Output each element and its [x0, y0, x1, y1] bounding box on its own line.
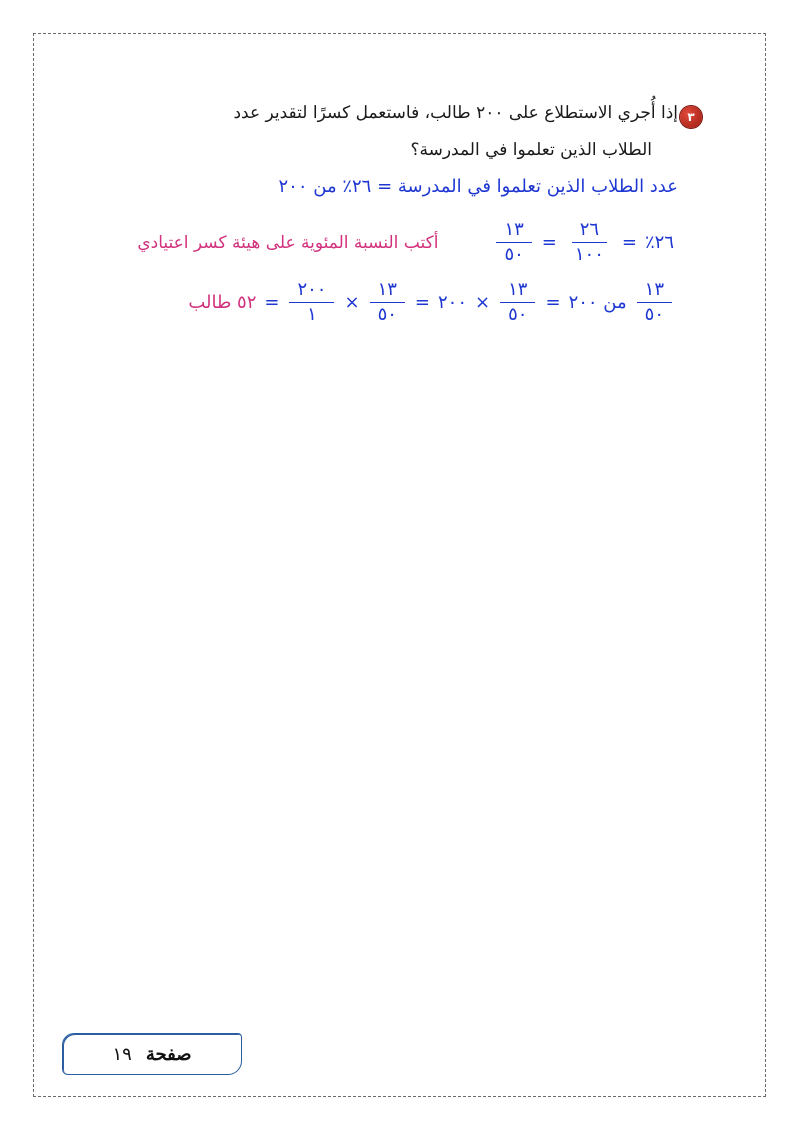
- fraction-denominator: ٥٠: [508, 304, 528, 325]
- fraction-13-50: [370, 280, 405, 325]
- fraction-200-1: [289, 280, 334, 325]
- fraction-numerator: ١٣: [496, 220, 531, 243]
- percent-value: ٢٦٪: [644, 232, 674, 253]
- page-word: صفحة: [145, 1043, 192, 1065]
- fraction-13-50: [500, 280, 535, 325]
- fraction-26-100: [567, 220, 612, 265]
- fraction-denominator: ١: [307, 304, 317, 325]
- equals-sign: =: [264, 292, 280, 313]
- times-sign: ×: [344, 292, 360, 313]
- equals-sign: =: [621, 232, 637, 253]
- equals-sign: =: [541, 232, 557, 253]
- times-sign: ×: [475, 292, 491, 313]
- fraction-13-50: [496, 220, 531, 265]
- question-line-1: إذا أُجري الاستطلاع على ٢٠٠ طالب، فاستعمل كسرًا لتقدير عدد: [233, 103, 678, 123]
- equation-row-2: [184, 280, 678, 325]
- fraction-denominator: ٥٠: [377, 304, 397, 325]
- fraction-numerator: ١٣: [500, 280, 535, 303]
- result-text: ٥٢ طالب: [188, 292, 257, 313]
- fraction-numerator: ١٣: [370, 280, 405, 303]
- equation-row-1: [137, 220, 678, 265]
- question-number-badge: [680, 106, 702, 128]
- fraction-numerator: ٢٠٠: [289, 280, 334, 303]
- fraction-denominator: ٥٠: [644, 304, 664, 325]
- fraction-numerator: ٢٦: [572, 220, 607, 243]
- fraction-numerator: ١٣: [637, 280, 672, 303]
- fraction-denominator: ١٠٠: [574, 244, 604, 265]
- note-text: أكتب النسبة المئوية على هيئة كسر اعتيادي: [137, 232, 439, 253]
- question-number: ٣: [687, 110, 695, 124]
- of-200-text: من ٢٠٠: [568, 292, 627, 313]
- page-number: ١٩: [112, 1043, 132, 1065]
- fraction-13-50: [637, 280, 672, 325]
- equals-sign: =: [414, 292, 431, 313]
- solution-statement: عدد الطلاب الذين تعلموا في المدرسة = ٢٦٪ من ٢٠٠: [278, 176, 678, 197]
- page-number-label: [62, 1033, 242, 1075]
- fraction-denominator: ٥٠: [504, 244, 524, 265]
- question-line-2: الطلاب الذين تعلموا في المدرسة؟: [410, 140, 652, 160]
- number-200: ٢٠٠: [438, 292, 468, 313]
- equals-sign: =: [545, 292, 561, 313]
